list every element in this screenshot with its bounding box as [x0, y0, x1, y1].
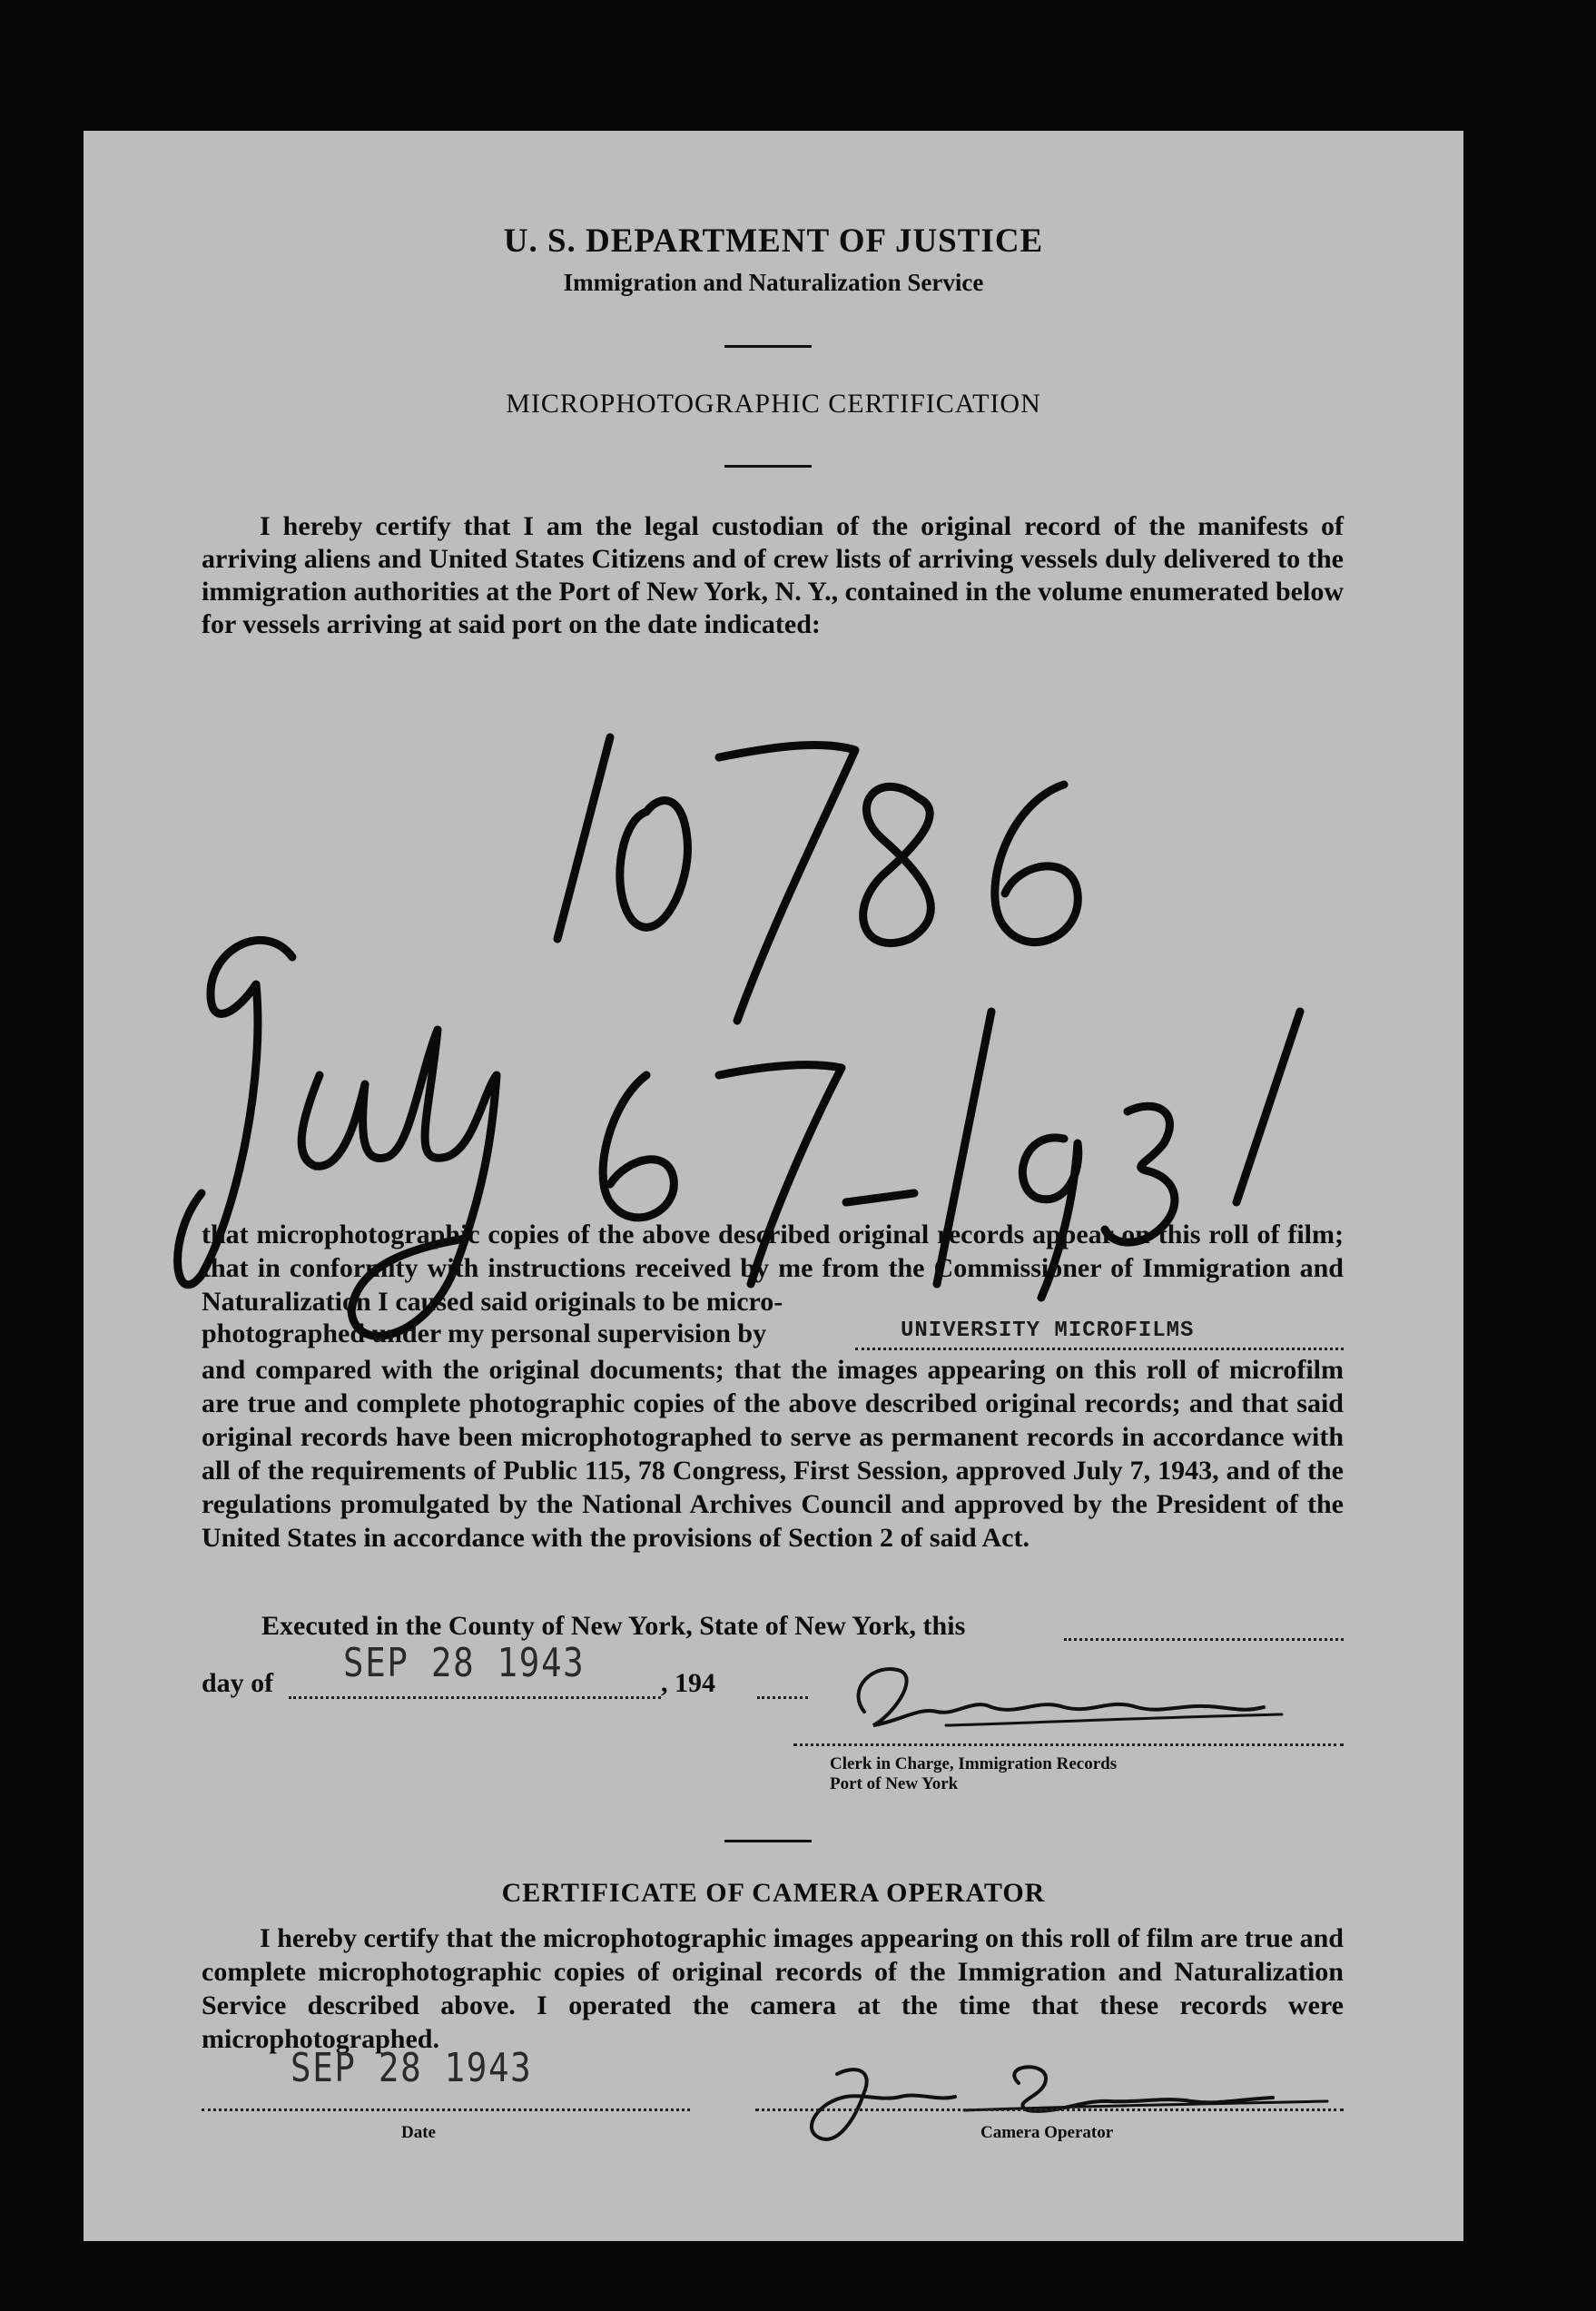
divider	[724, 1840, 812, 1842]
volume-digit	[719, 746, 855, 1021]
year-prefix: , 194	[661, 1668, 715, 1698]
filmed-by-value: UNIVERSITY MICROFILMS	[901, 1318, 1195, 1343]
date-stroke	[603, 1075, 674, 1218]
divider	[724, 465, 812, 468]
date-stroke	[846, 1193, 914, 1202]
certificate-page	[84, 131, 1463, 2241]
volume-digit	[620, 801, 688, 928]
paragraph-text: and compared with the original documents; that the images appearing on this roll of microfilm are true and complete photographic copies of the above described original records; and that said original records have been microphotographed to serve as permanent records in accordance with all of the requirements of Public 115, 78 Congress, First Session, approved July 7, 1943, and of the regulations promulgated by the National Archives Council and approved by the President of the United States in accordance with the provisions of Section 2 of said Act.	[202, 1355, 1344, 1553]
date-label: Date	[401, 2123, 436, 2142]
operator-date-stamp: SEP 28 1943	[291, 2045, 533, 2091]
operator-label: Camera Operator	[980, 2123, 1114, 2142]
paragraph-text: I hereby certify that I am the legal custodian of the original record of the manifests of arriving aliens and United States Citizens and of crew lists of arriving vessels duly delivered to the immigration authorities at the Port of New York, N. Y., contained in the volume enumerated below for vessels arriving at said port on the date indicated:	[202, 511, 1344, 639]
camera-operator-title: CERTIFICATE OF CAMERA OPERATOR	[501, 1878, 1046, 1908]
month-blank	[289, 1696, 661, 1699]
certification-paragraph-1	[202, 510, 1344, 641]
volume-digit	[863, 786, 931, 943]
camera-operator-paragraph	[202, 1921, 1344, 2056]
year-blank	[757, 1696, 808, 1699]
certification-paragraph-2	[202, 1218, 1344, 1318]
volume-digit	[995, 785, 1078, 942]
service-subheading: Immigration and Naturalization Service	[563, 269, 984, 296]
clerk-signature-line	[793, 1743, 1344, 1746]
execution-day-blank	[1064, 1638, 1344, 1641]
volume-digit	[557, 737, 610, 939]
paragraph-text: that microphotographic copies of the above described original records appear on this roll of film; that in conformity with instructions received by me from the Commissioner of Immigration and Naturalization I caused said originals to be micro-	[202, 1220, 1344, 1317]
department-heading: U. S. DEPARTMENT OF JUSTICE	[503, 222, 1044, 260]
clerk-signature	[837, 1662, 1291, 1743]
clerk-title-line-2: Port of New York	[830, 1774, 959, 1793]
supervision-label: photographed under my personal supervision by	[202, 1318, 767, 1348]
paragraph-text: I hereby certify that the microphotographic images appearing on this roll of film are true and complete microphotographic copies of original records of the Immigration and Naturalization Service described above. I operated the camera at the time that these records were microphotographed.	[202, 1923, 1344, 2054]
filmed-by-blank	[855, 1348, 1344, 1350]
divider	[724, 345, 812, 348]
date-line	[202, 2109, 690, 2111]
certification-title: MICROPHOTOGRAPHIC CERTIFICATION	[506, 389, 1041, 419]
operator-signature-line	[755, 2109, 1344, 2111]
executed-line: Executed in the County of New York, State of New York, this	[261, 1611, 966, 1641]
certification-paragraph-3	[202, 1353, 1344, 1555]
clerk-title-line-1: Clerk in Charge, Immigration Records	[830, 1754, 1118, 1773]
day-of-label: day of	[202, 1668, 274, 1698]
date-stamp: SEP 28 1943	[343, 1640, 586, 1686]
date-stroke	[1236, 1012, 1300, 1202]
